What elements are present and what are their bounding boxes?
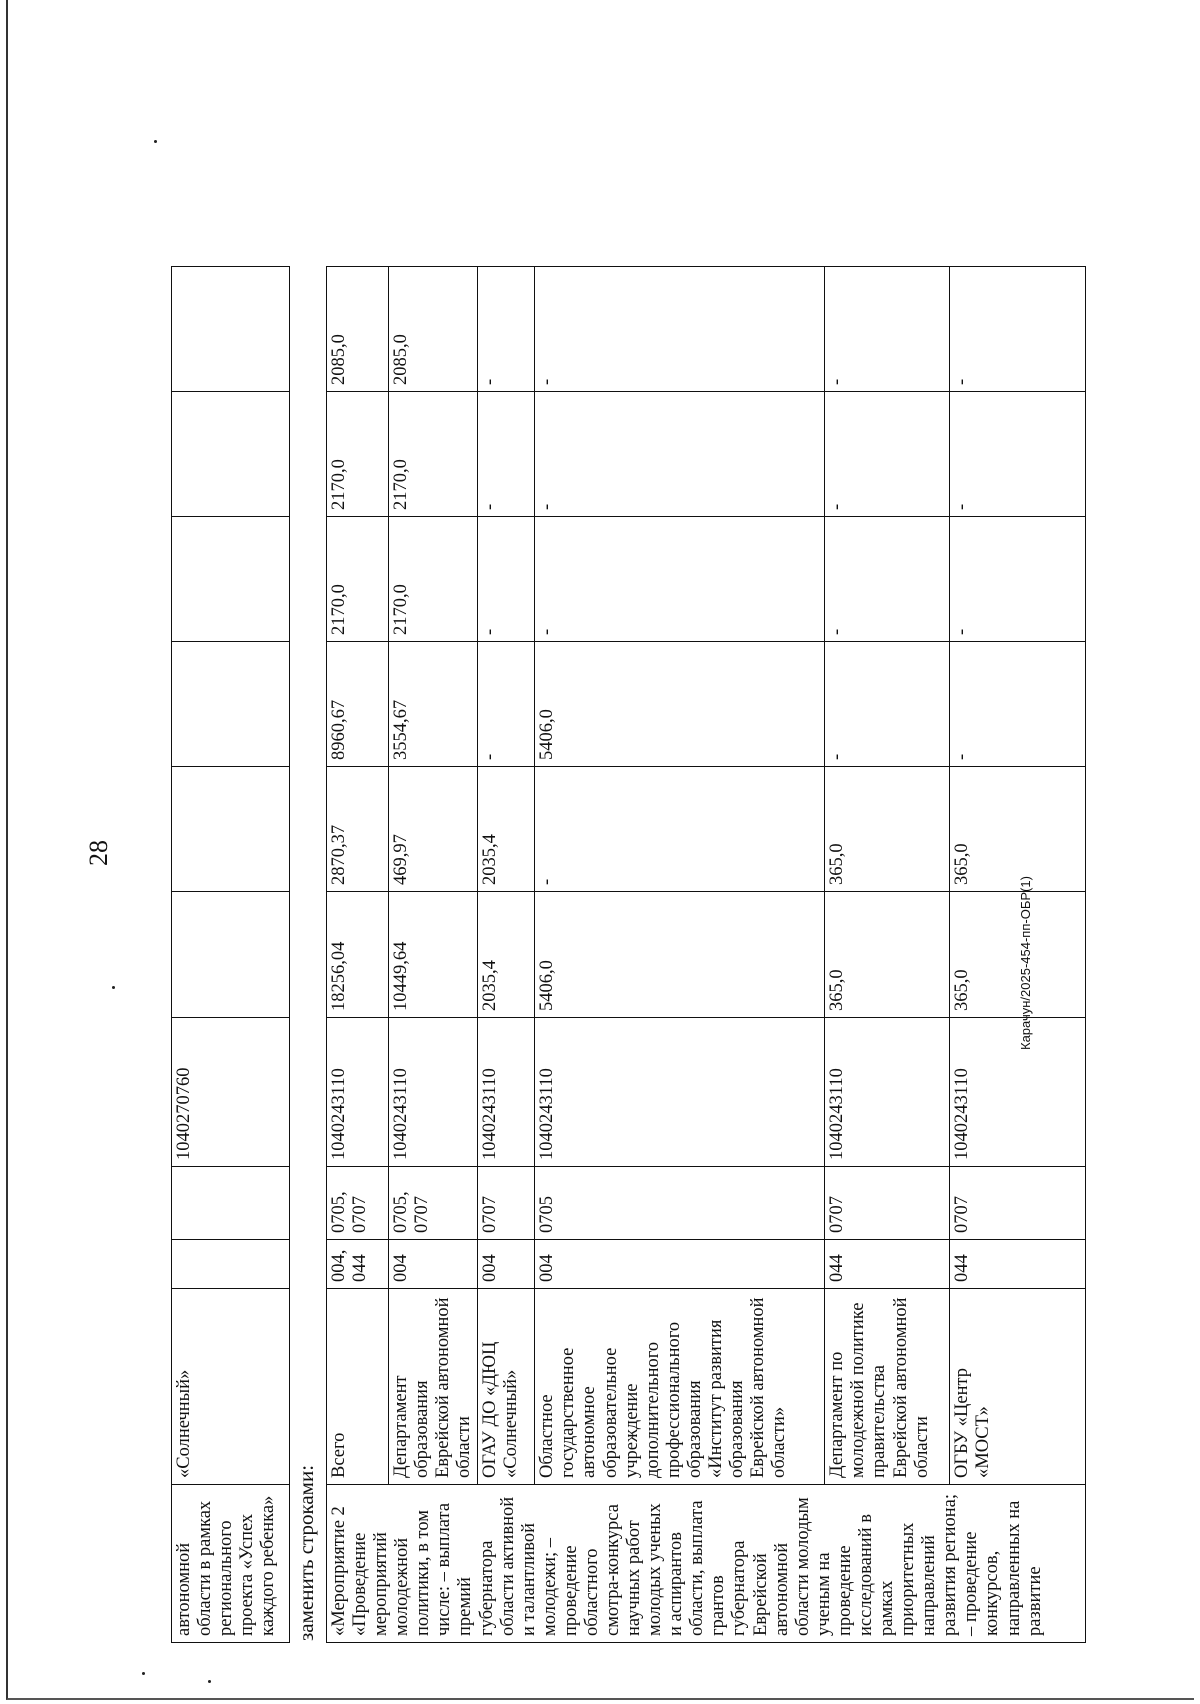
value-cell xyxy=(172,267,290,392)
rz-cell xyxy=(172,1167,290,1240)
csr-cell: 1040243110 xyxy=(327,1018,389,1167)
executor-cell: Департамент образования Еврейской автономной области xyxy=(389,1289,478,1485)
grbs-cell xyxy=(172,1240,290,1289)
value-cell: 365,0 xyxy=(825,767,950,892)
executor-cell: ОГАУ ДО «ДЮЦ «Солнечный» xyxy=(478,1289,535,1485)
value-cell: 2170,0 xyxy=(389,392,478,517)
csr-cell: 1040243110 xyxy=(535,1018,825,1167)
csr-cell: 1040270760 xyxy=(172,1018,290,1167)
measure-name-cell: автономной области в рамках регионального проекта «Успех каждого ребенка» xyxy=(172,1485,290,1643)
grbs-cell: 004 xyxy=(535,1240,825,1289)
measure-name-cell: «Мероприятие 2 «Проведение мероприятий молодежной политики, в том числе: – выплата премий губернатора области активной и талантливой молодежи; – проведение областного смотра-конкурса научных работ молодых ученых и аспирантов области, выплата грантов губернатора Еврейской автономной области молодым ученым на проведение исследований в рамках приоритетных направлений развития региона; – проведение конкурсов, направленных на развитие xyxy=(327,1485,1086,1643)
value-cell: 10449,64 xyxy=(389,892,478,1018)
value-cell: 2085,0 xyxy=(327,267,389,392)
scan-speck xyxy=(112,986,115,989)
value-cell: - xyxy=(950,517,1086,642)
scan-speck xyxy=(208,1680,211,1683)
instruction-text: заменить строками: xyxy=(294,1464,318,1641)
scan-speck xyxy=(142,1672,145,1675)
replacement-rows-table xyxy=(326,266,1086,1643)
rz-cell: 0705, 0707 xyxy=(389,1167,478,1240)
table-row xyxy=(172,267,290,1643)
rz-cell: 0705, 0707 xyxy=(327,1167,389,1240)
value-cell: 5406,0 xyxy=(535,892,825,1018)
value-cell: - xyxy=(825,267,950,392)
grbs-cell: 004, 044 xyxy=(327,1240,389,1289)
value-cell: - xyxy=(478,392,535,517)
value-cell: - xyxy=(478,517,535,642)
csr-cell: 1040243110 xyxy=(389,1018,478,1167)
value-cell: 2170,0 xyxy=(327,517,389,642)
rz-cell: 0705 xyxy=(535,1167,825,1240)
value-cell: 8960,67 xyxy=(327,642,389,767)
value-cell: - xyxy=(535,392,825,517)
value-cell: 2035,4 xyxy=(478,892,535,1018)
scan-speck xyxy=(154,140,157,143)
value-cell: 2035,4 xyxy=(478,767,535,892)
value-cell: - xyxy=(950,392,1086,517)
value-cell: 2170,0 xyxy=(327,392,389,517)
executor-cell: Всего xyxy=(327,1289,389,1485)
rz-cell: 0707 xyxy=(825,1167,950,1240)
executor-cell: «Солнечный» xyxy=(172,1289,290,1485)
table-row xyxy=(950,267,1086,1643)
value-cell: 18256,04 xyxy=(327,892,389,1018)
value-cell: 365,0 xyxy=(950,892,1086,1018)
document-code: Карачун/2025-454-пп-ОБР(1) xyxy=(1018,876,1033,1050)
table-row xyxy=(535,267,825,1643)
rotated-document-body xyxy=(171,35,1175,1643)
grbs-cell: 044 xyxy=(825,1240,950,1289)
value-cell: - xyxy=(478,642,535,767)
previous-row-table xyxy=(171,266,290,1643)
value-cell xyxy=(172,892,290,1018)
table-row xyxy=(327,267,389,1643)
grbs-cell: 044 xyxy=(950,1240,1086,1289)
executor-cell: Департамент по молодежной политике правительства Еврейской автономной области xyxy=(825,1289,950,1485)
grbs-cell: 004 xyxy=(389,1240,478,1289)
value-cell: - xyxy=(950,267,1086,392)
value-cell: - xyxy=(535,267,825,392)
value-cell: - xyxy=(478,267,535,392)
rz-cell: 0707 xyxy=(950,1167,1086,1240)
value-cell: 5406,0 xyxy=(535,642,825,767)
rz-cell: 0707 xyxy=(478,1167,535,1240)
grbs-cell: 004 xyxy=(478,1240,535,1289)
value-cell: - xyxy=(950,642,1086,767)
value-cell: 469,97 xyxy=(389,767,478,892)
table-row xyxy=(478,267,535,1643)
value-cell: 2870,37 xyxy=(327,767,389,892)
value-cell: - xyxy=(535,767,825,892)
value-cell xyxy=(172,517,290,642)
value-cell: - xyxy=(535,517,825,642)
table-row xyxy=(389,267,478,1643)
value-cell: - xyxy=(825,517,950,642)
value-cell xyxy=(172,767,290,892)
csr-cell: 1040243110 xyxy=(825,1018,950,1167)
page-number: 28 xyxy=(84,840,113,866)
value-cell: 365,0 xyxy=(950,767,1086,892)
value-cell xyxy=(172,642,290,767)
executor-cell: Областное государственное автономное образовательное учреждение дополнительного профессионального образования «Институт развития образования Еврейской автономной области» xyxy=(535,1289,825,1485)
csr-cell: 1040243110 xyxy=(478,1018,535,1167)
csr-cell: 1040243110 xyxy=(950,1018,1086,1167)
value-cell: - xyxy=(825,642,950,767)
executor-cell: ОГБУ «Центр «МОСТ» xyxy=(950,1289,1086,1485)
value-cell: 2085,0 xyxy=(389,267,478,392)
value-cell: 3554,67 xyxy=(389,642,478,767)
table-row xyxy=(825,267,950,1643)
value-cell: 365,0 xyxy=(825,892,950,1018)
value-cell: - xyxy=(825,392,950,517)
value-cell xyxy=(172,392,290,517)
value-cell: 2170,0 xyxy=(389,517,478,642)
